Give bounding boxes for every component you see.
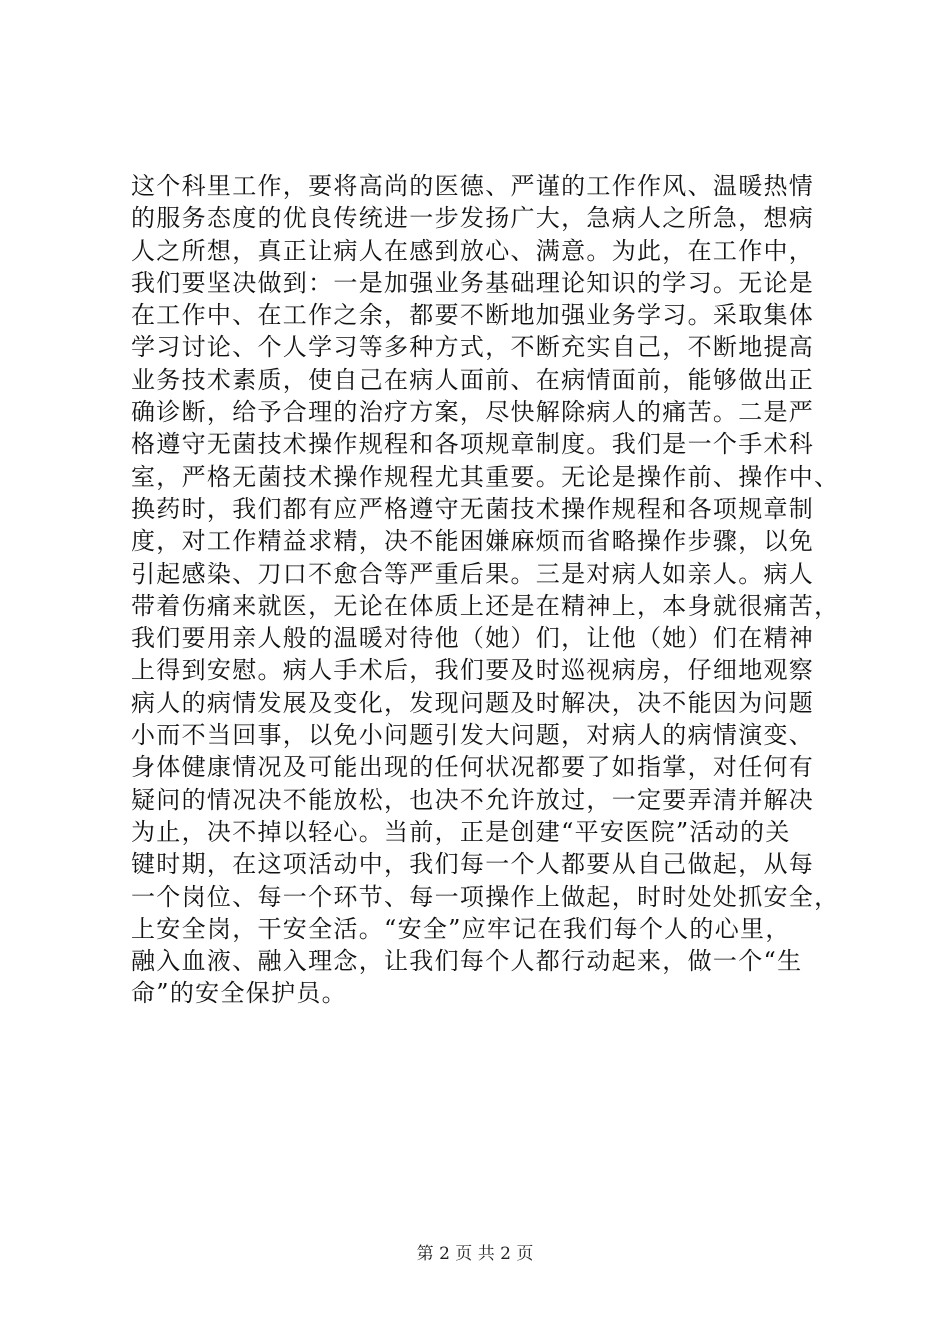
text-line: 这个科里工作，要将高尚的医德、严谨的工作作风、温暖热情 — [131, 172, 815, 200]
text-line: 为止，决不掉以轻心。当前，正是创建“平安医院”活动的关 — [131, 817, 791, 846]
text-line: 身体健康情况及可能出现的任何状况都要了如指掌，对任何有 — [131, 753, 815, 782]
text-line: 人之所想，真正让病人在感到放心、满意。为此，在工作中， — [131, 236, 815, 265]
text-line: 疑问的情况决不能放松，也决不允许放过，一定要弄清并解决 — [131, 785, 815, 814]
text-line: 带着伤痛来就医，无论在体质上还是在精神上，本身就很痛苦， — [131, 591, 840, 620]
text-line: 我们要坚决做到：一是加强业务基础理论知识的学习。无论是 — [131, 268, 815, 297]
text-line: 上得到安慰。病人手术后，我们要及时巡视病房，仔细地观察 — [131, 656, 815, 685]
text-line: 在工作中、在工作之余，都要不断地加强业务学习。采取集体 — [131, 301, 815, 330]
text-line: 格遵守无菌技术操作规程和各项规章制度。我们是一个手术科 — [131, 430, 815, 459]
text-line: 我们要用亲人般的温暖对待他（她）们，让他（她）们在精神 — [131, 624, 815, 653]
text-line: 度，对工作精益求精，决不能困嫌麻烦而省略操作步骤，以免 — [131, 527, 815, 556]
text-line: 融入血液、融入理念，让我们每个人都行动起来，做一个“生 — [131, 947, 803, 976]
page-number-label: 第 2 页 共 2 页 — [416, 1244, 534, 1264]
page-footer — [0, 1242, 950, 1266]
body-paragraph — [131, 170, 840, 1010]
text-line: 的服务态度的优良传统进一步发扬广大，急病人之所急，想病 — [131, 204, 815, 233]
text-line: 命”的安全保护员。 — [131, 979, 347, 1008]
text-line: 确诊断，给予合理的治疗方案，尽快解除病人的痛苦。二是严 — [131, 398, 815, 427]
text-line: 引起感染、刀口不愈合等严重后果。三是对病人如亲人。病人 — [131, 559, 815, 588]
text-line: 业务技术素质，使自己在病人面前、在病情面前，能够做出正 — [131, 365, 815, 394]
text-line: 学习讨论、个人学习等多种方式，不断充实自己，不断地提高 — [131, 333, 815, 362]
text-line: 小而不当回事，以免小问题引发大问题，对病人的病情演变、 — [131, 721, 815, 750]
text-line: 病人的病情发展及变化，发现问题及时解决，决不能因为问题 — [131, 688, 815, 717]
text-line: 室，严格无菌技术操作规程尤其重要。无论是操作前、操作中、 — [131, 462, 840, 491]
text-line: 上安全岗，干安全活。“安全”应牢记在我们每个人的心里， — [131, 914, 791, 943]
text-line: 换药时，我们都有应严格遵守无菌技术操作规程和各项规章制 — [131, 494, 815, 523]
text-line: 键时期，在这项活动中，我们每一个人都要从自己做起，从每 — [131, 850, 815, 879]
text-line: 一个岗位、每一个环节、每一项操作上做起，时时处处抓安全， — [131, 882, 840, 911]
